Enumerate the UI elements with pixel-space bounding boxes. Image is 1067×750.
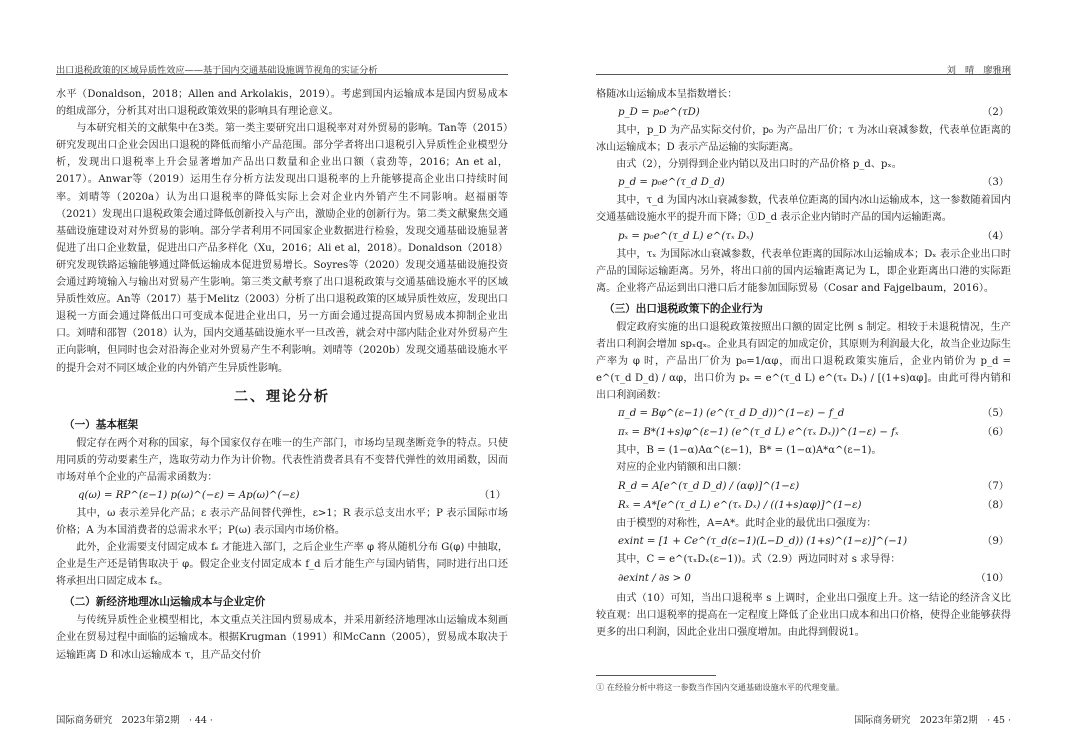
paragraph: 其中，ω 表示差异化产品；ε 表示产品间替代弹性，ε>1；R 表示总支出水平；P 表示国际市场价格；A 为本国消费者的总需求水平；P(ω) 表示国内市场价格。: [56, 507, 508, 536]
subsection-heading: （一）基本框架: [64, 418, 139, 431]
equation-number: （2）: [982, 107, 1009, 119]
paragraph: 与传统异质性企业模型相比，本文重点关注国内贸易成本，并采用新经济地理冰山运输成本刻画企业在贸易过程中面临的运输成本。根据Krugman（1991）和McCann（2005），贸易成本取决于运输距离 D 和冰山运输成本 τ，且产品交付价: [56, 615, 508, 661]
paragraph: 其中，τ_d 为国内冰山衰减参数，代表单位距离的国内冰山运输成本，这一参数随着国内交通基础设施水平的提升而下降；①D_d 表示企业内销时产品的国内运输距离。: [596, 195, 1011, 224]
equation-3: [596, 173, 1011, 192]
equation-number: （4）: [982, 230, 1009, 242]
equation-text: pₓ = p₀e^(τ_d L) e^(τₓ Dₓ): [618, 230, 754, 242]
footer-right: 国际商务研究 2023年第2期 · 45 ·: [854, 715, 1011, 726]
equation-8: [596, 496, 1011, 515]
footnote: ① 在经验分析中将这一参数当作国内交通基础设施水平的代理变量。: [596, 682, 845, 692]
right-page-column: [596, 86, 1011, 712]
equation-number: （5）: [982, 408, 1009, 420]
equation-10: [596, 568, 1011, 590]
running-head-title: 出口退税政策的区域异质性效应——基于国内交通基础设施调节视角的实证分析: [56, 65, 378, 76]
paragraph: 格随冰山运输成本呈指数增长：: [596, 89, 738, 100]
equation-1: [56, 486, 508, 505]
header-rule-right: [596, 74, 1011, 75]
equation-number: （10）: [975, 572, 1009, 584]
equation-text: π_d = Bφ^(ε−1) (e^(τ_d D_d))^(1−ε) − f_d: [618, 408, 845, 420]
paragraph: 由式（10）可知，当出口退税率 s 上调时，企业出口强度上升。这一结论的经济含义比较直观：出口退税率的提高在一定程度上降低了企业出口成本和出口价格，使得企业能够获得更多的出口利润，因此企业出口强度增加。由此得到假说1。: [596, 592, 1011, 638]
paragraph: 假定存在两个对称的国家，每个国家仅存在唯一的生产部门，市场均呈现垄断竞争的特点。只使用同质的劳动要素生产，选取劳动力作为计价物。代表性消费者具有不变替代弹性的效用函数，因而市场对单个企业的产品需求函数为：: [56, 437, 508, 483]
paragraph: 其中，τₓ 为国际冰山衰减参数，代表单位距离的国际冰山运输成本；Dₓ 表示企业出口时产品的国际运输距离。另外，将出口前的国内运输距离记为 L，即企业距离出口港的实际距离。企业将产品运到出口港口后才能参加国际贸易（Cosar and Fajgelbaum，2016）。: [596, 248, 1011, 294]
equation-text: ∂exint / ∂s > 0: [618, 572, 691, 584]
left-page-column: [56, 86, 508, 712]
footnote-rule: [596, 675, 716, 676]
equation-text: πₓ = B*(1+s)φ^(ε−1) (e^(τ_d L) e^(τₓ Dₓ))^(1−ε) − fₓ: [618, 427, 899, 439]
paragraph: 假定政府实施的出口退税政策按照出口额的固定比例 s 制定。相较于未退税情况，生产者出口利润会增加 spₓqₓ。企业具有固定的加成定价，其原则为利润最大化，故当企业边际生产率为 φ 时，产品出厂价为 p₀=1/αφ，而出口退税政策实施后，企业内销价为 p_d = e^(τ_d D_d) / αφ，出口价为 pₓ = e^(τ_d L) e^(τₓ Dₓ) / [(1+s)αφ]。由此可得内销和出口利润函数：: [596, 321, 1011, 402]
paragraph: 水平（Donaldson，2018；Allen and Arkolakis，2019）。考虑到国内运输成本是国内贸易成本的组成部分，分析其对出口退税政策效果的影响具有理论意义。: [56, 89, 508, 118]
paragraph: 其中，B = (1−α)Aα^(ε−1)，B* = (1−α)A*α^(ε−1)。: [616, 445, 882, 457]
paragraph: 此外，企业需要支付固定成本 fₑ 才能进入部门，之后企业生产率 φ 将从随机分布 G(φ) 中抽取，企业是生产还是销售取决于 φ。假定企业支付固定成本 f_d 后才能生产与国内销售，同时进行出口还将承担出口固定成本 fₓ。: [56, 542, 508, 588]
equation-text: Rₓ = A*[e^(τ_d L) e^(τₓ Dₓ) / ((1+s)αφ)]^(1−ε): [618, 499, 862, 511]
equation-7: [596, 477, 1011, 496]
equation-number: （1）: [479, 489, 506, 501]
footer-left: 国际商务研究 2023年第2期 · 44 ·: [56, 715, 213, 726]
header-rule-left: [56, 74, 508, 75]
subsection-heading: （三）出口退税政策下的企业行为: [604, 302, 763, 315]
equation-2: [596, 103, 1011, 122]
equation-5: [596, 404, 1011, 423]
equation-text: p_d = p₀e^(τ_d D_d): [618, 177, 725, 189]
equation-number: （8）: [982, 499, 1009, 511]
equation-4: [596, 227, 1011, 246]
equation-text: p_D = p₀e^(τD): [618, 107, 700, 119]
equation-text: R_d = A[e^(τ_d D_d) / (αφ)]^(1−ε): [618, 480, 800, 492]
running-head-authors: 刘 晴 廖雅琍: [946, 65, 1011, 76]
paragraph: 由于模型的对称性，A=A*。此时企业的最优出口强度为：: [616, 517, 877, 529]
subsection-heading: （二）新经济地理冰山运输成本与企业定价: [64, 596, 266, 609]
equation-9: [596, 532, 1011, 551]
equation-number: （7）: [982, 480, 1009, 492]
paragraph: 其中，C = e^(τₓDₓ(ε−1))。式（2.9）两边同时对 s 求导得：: [616, 553, 901, 565]
paragraph: 由式（2），分别得到企业内销以及出口时的产品价格 p_d、pₓ。: [616, 159, 902, 171]
equation-text: q(ω) = RP^(ε−1) p(ω)^(−ε) = Ap(ω)^(−ε): [78, 489, 300, 501]
equation-number: （3）: [982, 177, 1009, 189]
paragraph: 对应的企业内销额和出口额：: [616, 462, 748, 474]
paragraph: 与本研究相关的文献集中在3类。第一类主要研究出口退税率对对外贸易的影响。Tan等（2015）研究发现出口企业会因出口退税的降低而缩小产品范围。部分学者将出口退税引入异质性企业模型分析，发现出口退税率上升会显著增加产品出口数量和企业出口额（袁劲等，2016；An et al，2017）。Anwar等（2019）运用生存分析方法发现出口退税率的上升能够提高企业出口持续时间率。刘晴等（2020a）认为出口退税率的降低实际上会对企业内外销产生不同影响。赵福丽等（2021）发现出口退税政策会通过降低创新投入与产出，激励企业的创新行为。第二类文献聚焦交通基础设施建设对对外贸易的影响。部分学者利用不同国家企业数据进行检验，发现交通基础设施显著促进了出口企业数量，促进出口产品多样化（Xu，2016；Ali et al，2018）。Donaldson（2018）研究发现铁路运输能够通过降低运输成本促进贸易增长。Soyres等（2020）发现交通基础设施投资会通过跨境输入与输出对贸易产生影响。第三类文献考察了出口退税政策与交通基础设施水平的区域异质性效应。An等（2017）基于Melitz（2003）分析了出口退税政策的区域异质性效应，发现出口退税一方面会通过降低出口可变成本促进企业出口，另一方面会通过提高国内贸易成本抑制企业出口。刘晴和邵智（2018）认为，国内交通基础设施水平一旦改善，就会对中部内陆企业对外贸易产生正向影响，但同时也会对沿海企业对外贸易产生不利影响。刘晴等（2020b）发现交通基础设施水平的提升会对不同区域企业的内外销产生异质性影响。: [56, 123, 508, 374]
equation-6: [596, 423, 1011, 442]
paragraph: 其中，p_D 为产品实际交付价，p₀ 为产品出厂价；τ 为冰山衰减参数，代表单位距离的冰山运输成本；D 表示产品运输的实际距离。: [596, 125, 1011, 154]
section-heading: 二、理论分析: [234, 388, 330, 405]
equation-number: （9）: [982, 535, 1009, 547]
equation-text: exint = [1 + Ce^(τ_d(ε−1)(L−D_d)) (1+s)^(1−ε)]^(−1): [618, 535, 908, 547]
equation-number: （6）: [982, 427, 1009, 439]
